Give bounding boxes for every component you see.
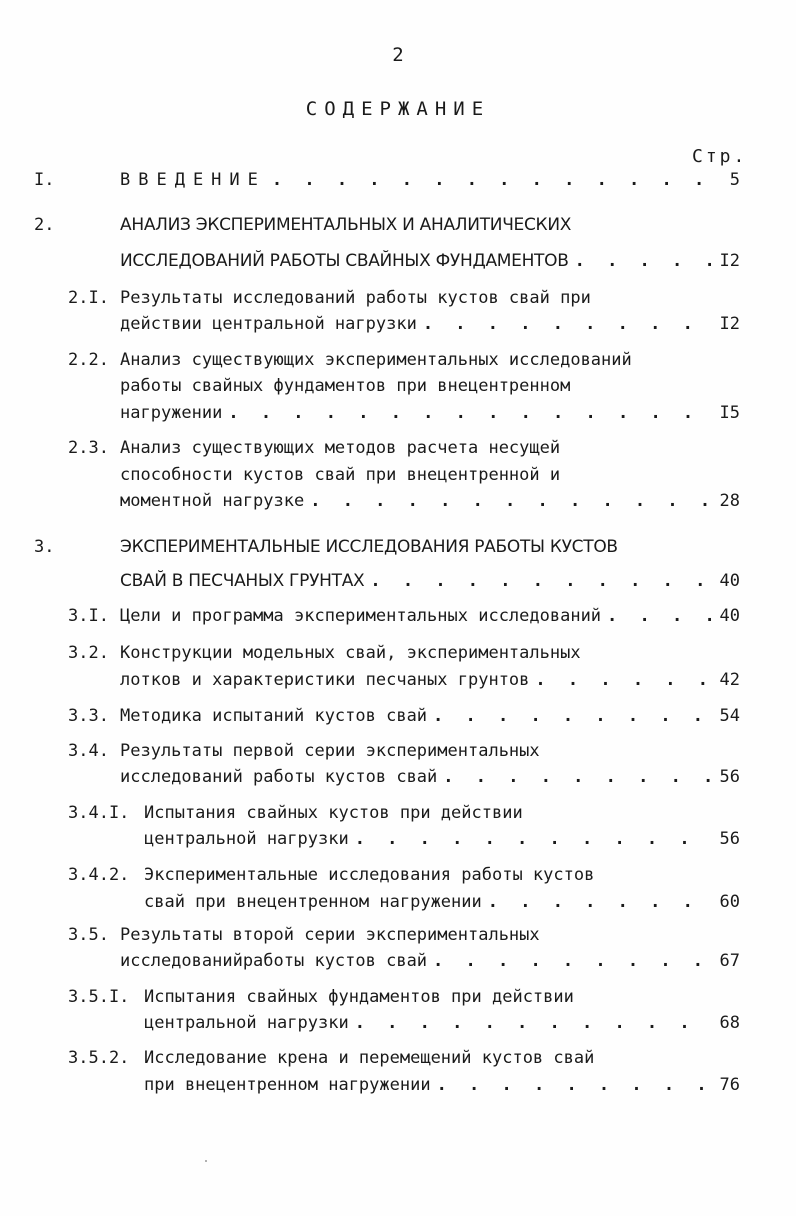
toc-entry-title: Цели и программа экспериментальных исследований	[120, 606, 602, 626]
leader-dots	[433, 951, 711, 971]
toc-entry-page: I5	[719, 403, 740, 423]
toc-entry-number: 2.3.	[68, 438, 109, 458]
toc-entry-number: I.	[34, 170, 55, 190]
leader-dots	[272, 170, 722, 190]
toc-entry-page: 28	[719, 491, 740, 511]
page-number: 2	[392, 44, 404, 66]
toc-entry-title: Методика испытаний кустов свай	[120, 706, 428, 726]
toc-entry-number: 3.2.	[68, 643, 109, 663]
toc-entry-number: 3.	[34, 537, 55, 557]
toc-entry-page: 67	[719, 951, 740, 971]
toc-entry-title-line-1: ЭКСПЕРИМЕНТАЛЬНЫЕ ИССЛЕДОВАНИЯ РАБОТЫ КУСТОВ	[120, 537, 618, 557]
toc-entry-title-line-2: исследованийработы кустов свай	[120, 951, 428, 971]
toc-entry-number: 3.3.	[68, 706, 109, 726]
toc-entry-title-line-2: свай при внецентренном нагружении	[144, 892, 482, 912]
toc-entry-number: 3.5.I.	[68, 987, 130, 1007]
toc-entry-title-line-1: Исследование крена и перемещений кустов свай	[144, 1048, 595, 1068]
toc-entry-number: 3.4.	[68, 741, 109, 761]
toc-entry-number: 2.2.	[68, 350, 109, 370]
toc-entry-title-line-2: работы свайных фундаментов при внецентренном	[120, 376, 571, 396]
leader-dots	[437, 1075, 712, 1095]
toc-entry-title: ВВЕДЕНИЕ	[120, 170, 266, 190]
toc-entry-title-line-3: нагружении	[120, 403, 223, 423]
toc-entry-title-line-2: лотков и характеристики песчаных грунтов	[120, 670, 530, 690]
toc-entry-page: 56	[719, 829, 740, 849]
toc-entry-page: 40	[719, 571, 740, 591]
toc-entry-page: I2	[719, 251, 740, 271]
leader-dots	[433, 706, 711, 726]
toc-entry-number: 3.5.2.	[68, 1048, 130, 1068]
toc-entry-page: 68	[719, 1013, 740, 1033]
scan-speck	[205, 1160, 207, 1162]
toc-entry-title-line-2: ИССЛЕДОВАНИЙ РАБОТЫ СВАЙНЫХ ФУНДАМЕНТОВ	[120, 251, 569, 271]
toc-entry-number: 2.I.	[68, 288, 109, 308]
toc-entry-page: 5	[729, 170, 740, 190]
leader-dots	[607, 606, 711, 626]
toc-entry-page: 60	[719, 892, 740, 912]
toc-entry-title-line-2: центральной нагрузки	[144, 1013, 349, 1033]
toc-entry-title-line-1: Результаты исследований работы кустов свай при	[120, 288, 591, 308]
toc-entry-page: 40	[719, 606, 740, 626]
toc-entry-title-line-1: Анализ существующих экспериментальных исследований	[120, 350, 632, 370]
toc-entry-title-line-2: при внецентренном нагружении	[144, 1075, 431, 1095]
toc-entry-title-line-2: исследований работы кустов свай	[120, 767, 438, 787]
toc-entry-title-line-2: способности кустов свай при внецентренной и	[120, 465, 561, 485]
leader-dots	[355, 1013, 712, 1033]
toc-entry-number: 3.I.	[68, 606, 109, 626]
toc-entry-title-line-1: Конструкции модельных свай, экспериментальных	[120, 643, 581, 663]
leader-dots	[310, 491, 711, 511]
toc-entry-page: 54	[719, 706, 740, 726]
toc-entry-title-line-2: действии центральной нагрузки	[120, 314, 417, 334]
toc-entry-title-line-1: Результаты первой серии экспериментальных	[120, 741, 540, 761]
toc-entry-page: 42	[719, 670, 740, 690]
toc-entry-page: 56	[719, 767, 740, 787]
toc-entry-title-line-1: Экспериментальные исследования работы кустов	[144, 865, 595, 885]
toc-entry-number: 3.4.I.	[68, 803, 130, 823]
toc-entry-number: 3.5.	[68, 925, 109, 945]
page-column-label: Стр.	[692, 146, 748, 167]
toc-entry-title-line-1: Результаты второй серии экспериментальных	[120, 925, 540, 945]
toc-entry-number: 3.4.2.	[68, 865, 130, 885]
toc-entry-title-line-2: центральной нагрузки	[144, 829, 349, 849]
leader-dots	[228, 403, 711, 423]
toc-entry-title-line-1: Испытания свайных фундаментов при действии	[144, 987, 574, 1007]
toc-entry-title-line-1: АНАЛИЗ ЭКСПЕРИМЕНТАЛЬНЫХ И АНАЛИТИЧЕСКИХ	[120, 215, 572, 235]
leader-dots	[355, 829, 712, 849]
leader-dots	[370, 571, 711, 591]
toc-entry-title-line-1: Испытания свайных кустов при действии	[144, 803, 523, 823]
leader-dots	[535, 670, 711, 690]
toc-entry-title-line-3: моментной нагрузке	[120, 491, 305, 511]
leader-dots	[575, 251, 712, 271]
toc-entry-title-line-1: Анализ существующих методов расчета несущей	[120, 438, 561, 458]
toc-entry-title-line-2: СВАЙ В ПЕСЧАНЫХ ГРУНТАХ	[120, 571, 365, 591]
leader-dots	[488, 892, 712, 912]
leader-dots	[443, 767, 711, 787]
toc-entry-number: 2.	[34, 215, 55, 235]
leader-dots	[423, 314, 712, 334]
page-title: СОДЕРЖАНИЕ	[305, 98, 491, 120]
toc-entry-page: 76	[719, 1075, 740, 1095]
toc-entry-page: I2	[719, 314, 740, 334]
